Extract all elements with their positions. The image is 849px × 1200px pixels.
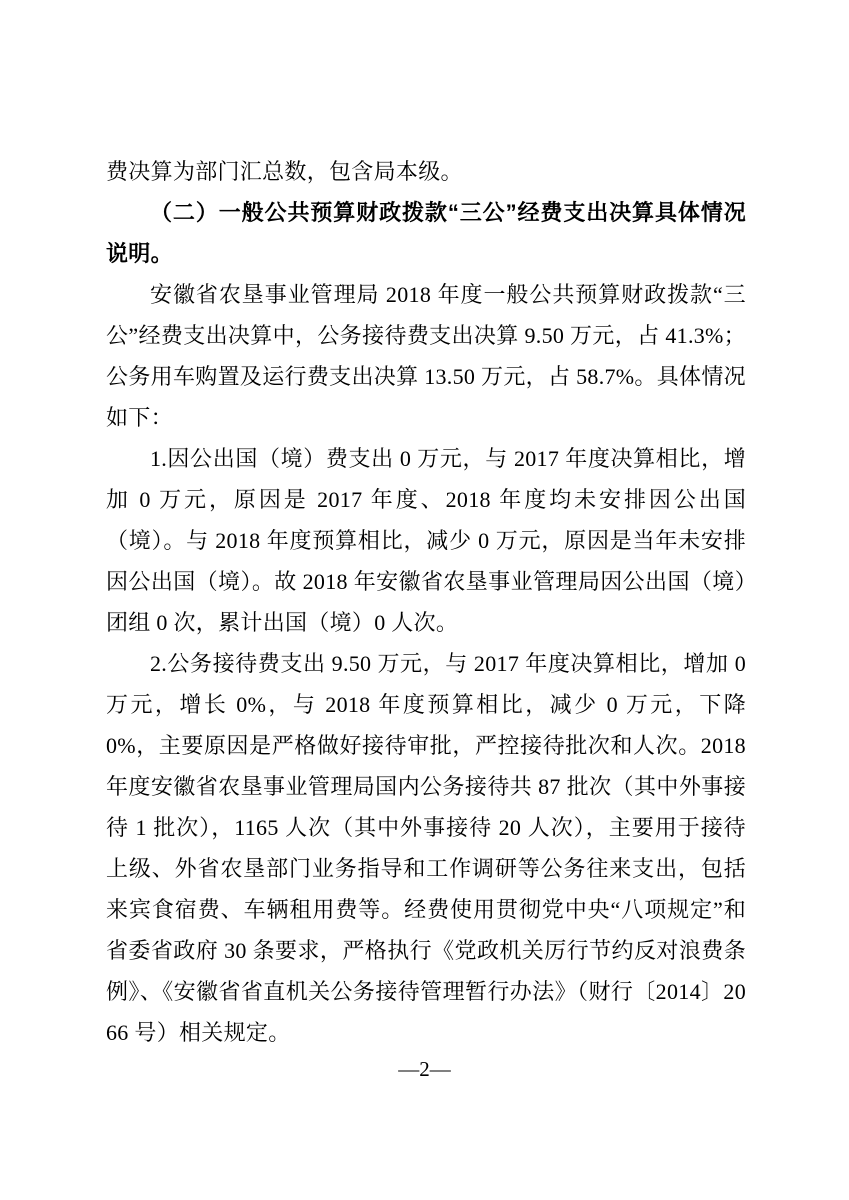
document-body: [106, 151, 746, 1053]
paragraph-continuation: 费决算为部门汇总数，包含局本级。: [106, 159, 463, 184]
paragraph-item-abroad: 1.因公出国（境）费支出 0 万元，与 2017 年度决算相比，增加 0 万元，原因是 2017 年度、2018 年度均未安排因公出国（境）。与 2018 年度预算相比，减少 0 万元，原因是当年未安排因公出国（境）。故 2018 年安徽省农垦事业管理局因公出国（境）团组 0 次，累计出国（境）0 人次。: [106, 446, 746, 635]
paragraph-overview: 安徽省农垦事业管理局 2018 年度一般公共预算财政拨款“三公”经费支出决算中，公务接待费支出决算 9.50 万元，占 41.3%；公务用车购置及运行费支出决算 13.50 万元，占 58.7%。具体情况如下：: [106, 282, 746, 430]
page-number: —2—: [398, 1057, 451, 1081]
paragraph-item-reception: 2.公务接待费支出 9.50 万元，与 2017 年度决算相比，增加 0 万元，增长 0%，与 2018 年度预算相比，减少 0 万元，下降 0%，主要原因是严格做好接待审批，严控接待批次和人次。2018 年度安徽省农垦事业管理局国内公务接待共 87 批次（其中外事接待 1 批次），1165 人次（其中外事接待 20 人次），主要用于接待上级、外省农垦部门业务指导和工作调研等公务往来支出，包括来宾食宿费、车辆租用费等。经费使用贯彻党中央“八项规定”和省委省政府 30 条要求，严格执行《党政机关厉行节约反对浪费条例》、《安徽省省直机关公务接待管理暂行办法》（财行〔2014〕2066 号）相关规定。: [106, 651, 746, 1045]
section-heading: （二）一般公共预算财政拨款“三公”经费支出决算具体情况说明。: [106, 200, 746, 266]
